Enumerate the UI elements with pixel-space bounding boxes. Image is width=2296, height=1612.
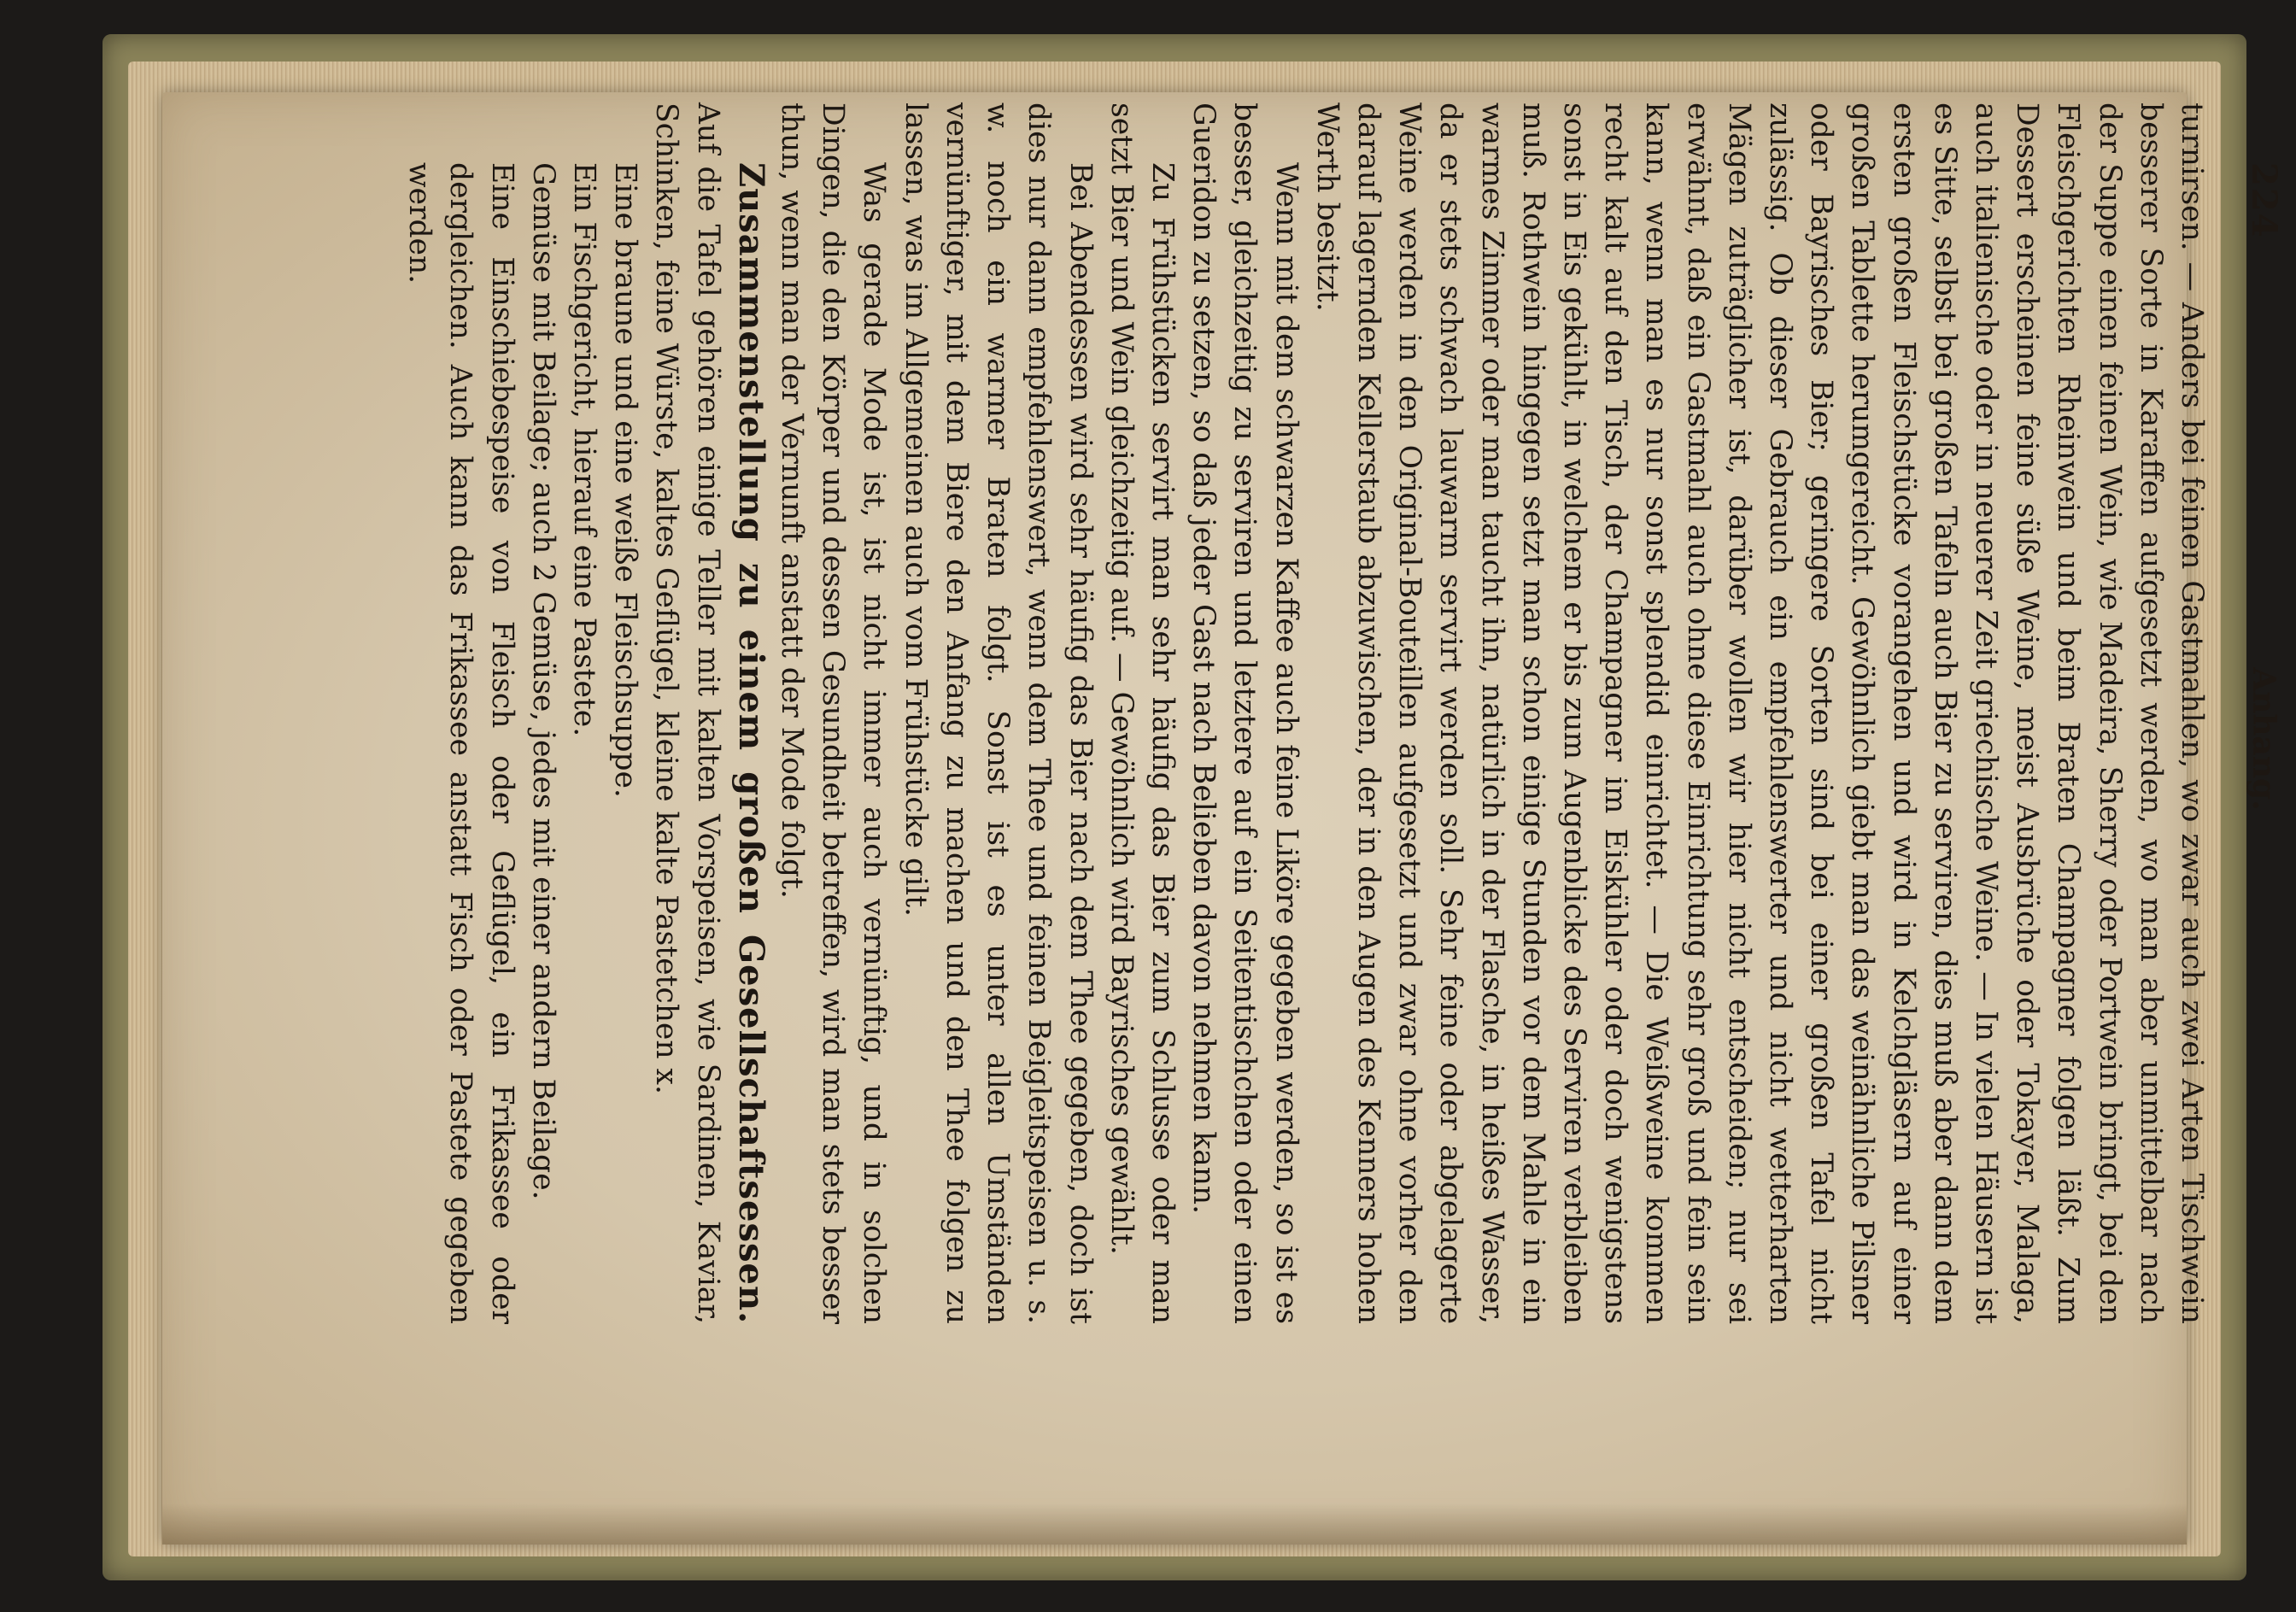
menu-item: Ein Fischgericht, hierauf eine Pastete. — [567, 162, 602, 737]
page-body — [399, 103, 2212, 1324]
page-number: 224 — [2244, 162, 2284, 239]
menu-item: Gemüse mit Beilage; auch 2 Gemüse, jedes mit einer andern Beilage. — [525, 162, 560, 1200]
menu-item: Eine braune und eine weiße Fleischsuppe. — [608, 162, 643, 798]
page-header — [2238, 162, 2289, 1316]
menu-item: Eine Einschiebespeise von Fleisch oder Geflügel, ein Frikassee oder dergleichen. Auch kann das Frikassee anstatt Fisch oder Pastete gegeben werden. — [402, 162, 519, 1324]
paragraph: Zu Frühstücken servirt man sehr häufig das Bier zum Schlusse oder man setzt Bier und Wein gleichzeitig auf. — Gewöhnlich wird Bayrisches gewählt. — [1104, 103, 1180, 1324]
section-heading: Zusammenstellung zu einem großen Gesellschaftsessen. — [730, 162, 771, 1324]
paragraph: turnirsen. — Anders bei feinen Gastmahlen, wo zwar auch zwei Arten Tischwein besserer Sorte in Karaffen aufgesetzt werden, wo man aber unmittelbar nach der Suppe einen feinen Wein, wie Madeira, Sherry oder Portwein bringt, bei den Fleischgerichten Rheinwein und beim Braten Champagner folgen läßt. Zum Dessert erscheinen feine süße Weine, meist Ausbrüche oder Tokayer, Malaga, auch italienische oder in neuerer Zeit griechische Weine. — In vielen Häusern ist es Sitte, selbst bei großen Tafeln auch Bier zu serviren, dies muß aber dann dem ersten großen Fleischstücke vorangehen und wird in Kelchgläsern auf einer großen Tablette herumgereicht. Gewöhnlich giebt man das weinähnliche Pilsner oder Bayrisches Bier; geringere Sorten sind bei einer großen Tafel nicht zulässig. Ob dieser Gebrauch ein empfehlenswerter und nicht wetterharten Mägen zuträglicher ist, darüber wollen wir hier nicht entscheiden; nur sei erwähnt, daß ein Gastmahl auch ohne diese Einrichtung sehr groß und fein sein kann, wenn man es nur sonst splendid einrichtet. — Die Weißweine kommen recht kalt auf den Tisch, der Champagner im Eiskühler oder doch wenigstens sonst in Eis gekühlt, in welchem er bis zum Augenblicke des Serviren verbleiben muß. Rothwein hingegen setzt man schon einige Stunden vor dem Mahle in ein warmes Zimmer oder man taucht ihn, natürlich in der Flasche, in heißes Wasser, da er stets schwach lauwarm servirt werden soll. Sehr feine oder abgelagerte Weine werden in den Original-Bouteillen aufgesetzt und zwar ohne vorher den darauf lagernden Kellerstaub abzuwischen, der in den Augen des Kenners hohen Werth besitzt. — [1309, 103, 2209, 1324]
paragraph: Bei Abendessen wird sehr häufig das Bier nach dem Thee gegeben, doch ist dies nur dann empfehlenswert, wenn dem Thee und feinen Beigleitspeisen u. s. w. noch ein warmer Braten folgt. Sonst ist es unter allen Umständen vernünftiger, mit dem Biere den Anfang zu machen und den Thee folgen zu lassen, was im Allgemeinen auch vom Frühstücke gilt. — [898, 103, 1098, 1324]
paragraph: Wenn mit dem schwarzen Kaffee auch feine Liköre gegeben werden, so ist es besser, gleichzeitig zu serviren und letztere auf ein Seitentischchen oder einen Gueridon zu setzen, so daß jeder Gast nach Belieben davon nehmen kann. — [1186, 103, 1303, 1324]
running-head: Anhang. — [2246, 667, 2281, 811]
paragraph: Was gerade Mode ist, ist nicht immer auch vernünftig, und in solchen Dingen, die den Körper und dessen Gesundheit betreffen, wird man stets besser thun, wenn man der Vernunft anstatt der Mode folgt. — [775, 103, 892, 1324]
page-content — [273, 68, 2296, 1410]
paragraph: Zusammenstellung zu einem großen Gesellschaftsessen. Auf die Tafel gehören einige Teller mit kalten Vorspeisen, wie Sardinen, Kaviar, Schinken, feine Würste, kaltes Geflügel, kleine kalte Pastetchen x. — [649, 103, 771, 1324]
page-gutter — [162, 1504, 2187, 1545]
